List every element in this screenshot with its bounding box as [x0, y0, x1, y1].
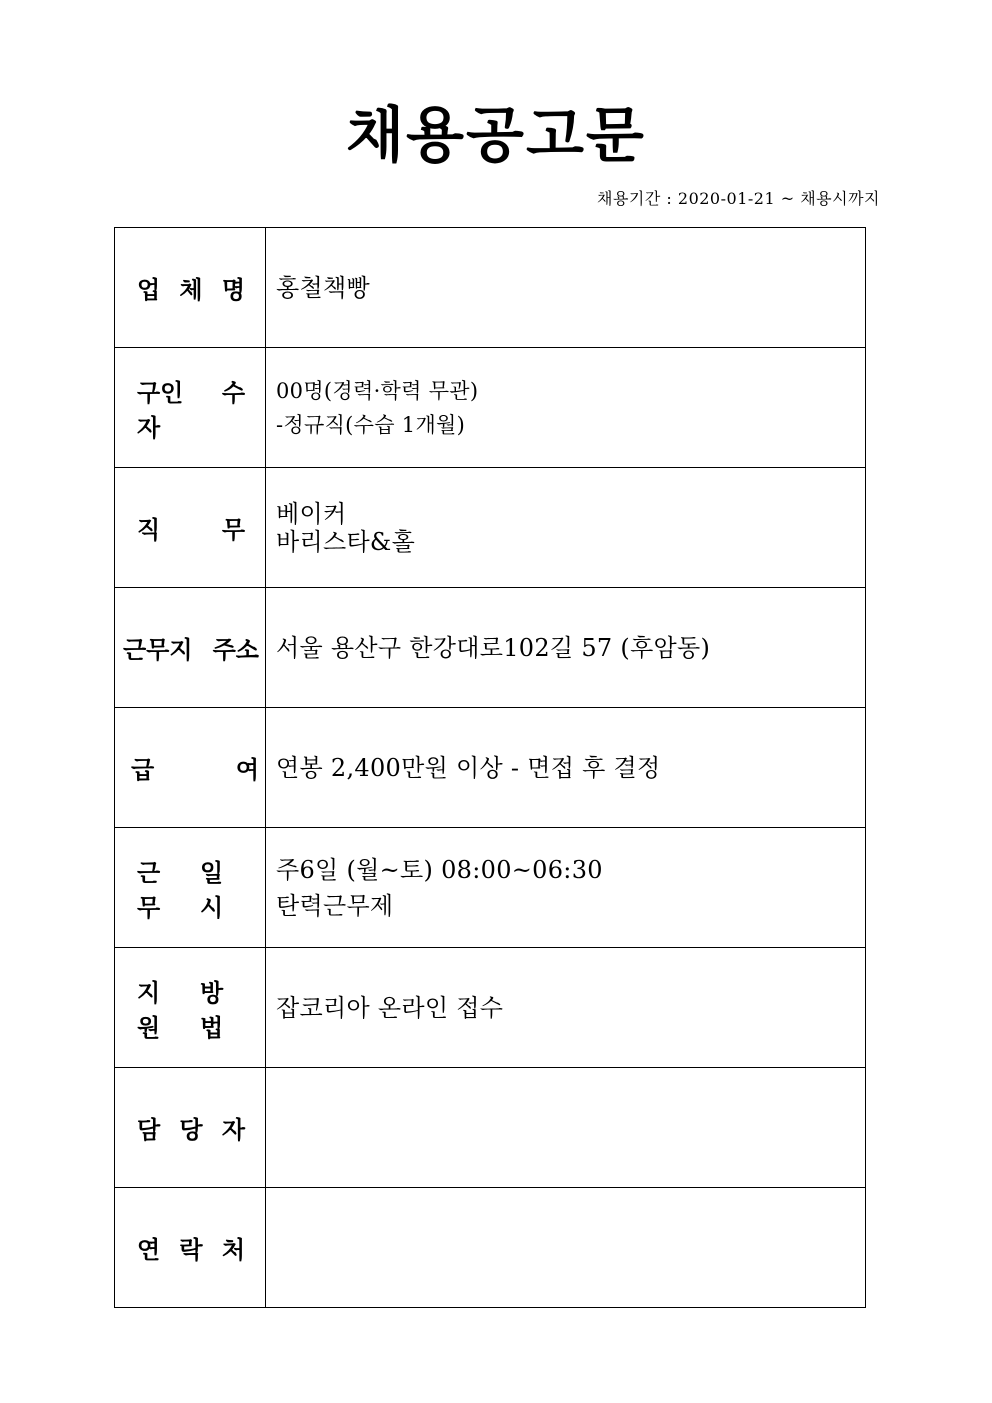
value-company-name: 홍철책빵 — [266, 228, 866, 348]
label-person-in-charge: 담 당 자 — [115, 1068, 266, 1188]
page-title: 채용공고문 — [346, 101, 646, 171]
value-person-in-charge — [266, 1068, 866, 1188]
value-application-method: 잡코리아 온라인 접수 — [266, 948, 866, 1068]
value-headcount: 00명(경력·학력 무관) -정규직(수습 1개월) — [266, 348, 866, 468]
label-contact: 연 락 처 — [115, 1188, 266, 1308]
row-job-duty — [115, 468, 866, 588]
recruitment-period: 채용기간 : 2020-01-21 ~ 채용시까지 — [597, 189, 880, 208]
value-work-address: 서울 용산구 한강대로102길 57 (후암동) — [266, 588, 866, 708]
row-work-schedule — [115, 828, 866, 948]
value-salary: 연봉 2,400만원 이상 - 면접 후 결정 — [266, 708, 866, 828]
label-work-address: 근무지 주소 — [115, 588, 266, 708]
label-job-duty: 직 무 — [115, 468, 266, 588]
value-contact — [266, 1188, 866, 1308]
row-headcount — [115, 348, 866, 468]
label-company-name: 업 체 명 — [115, 228, 266, 348]
value-job-duty: 베이커 바리스타&홀 — [266, 468, 866, 588]
row-salary — [115, 708, 866, 828]
job-posting-table — [114, 227, 866, 1308]
value-work-schedule: 주6일 (월~토) 08:00~06:30 탄력근무제 — [266, 828, 866, 948]
row-work-address — [115, 588, 866, 708]
row-application-method — [115, 948, 866, 1068]
row-contact — [115, 1188, 866, 1308]
label-salary: 급 여 — [115, 708, 266, 828]
label-application-method: 지원 방법 — [115, 948, 266, 1068]
row-person-in-charge — [115, 1068, 866, 1188]
label-headcount: 구인자 수 — [115, 348, 266, 468]
label-work-schedule: 근무 일시 — [115, 828, 266, 948]
row-company-name — [115, 228, 866, 348]
